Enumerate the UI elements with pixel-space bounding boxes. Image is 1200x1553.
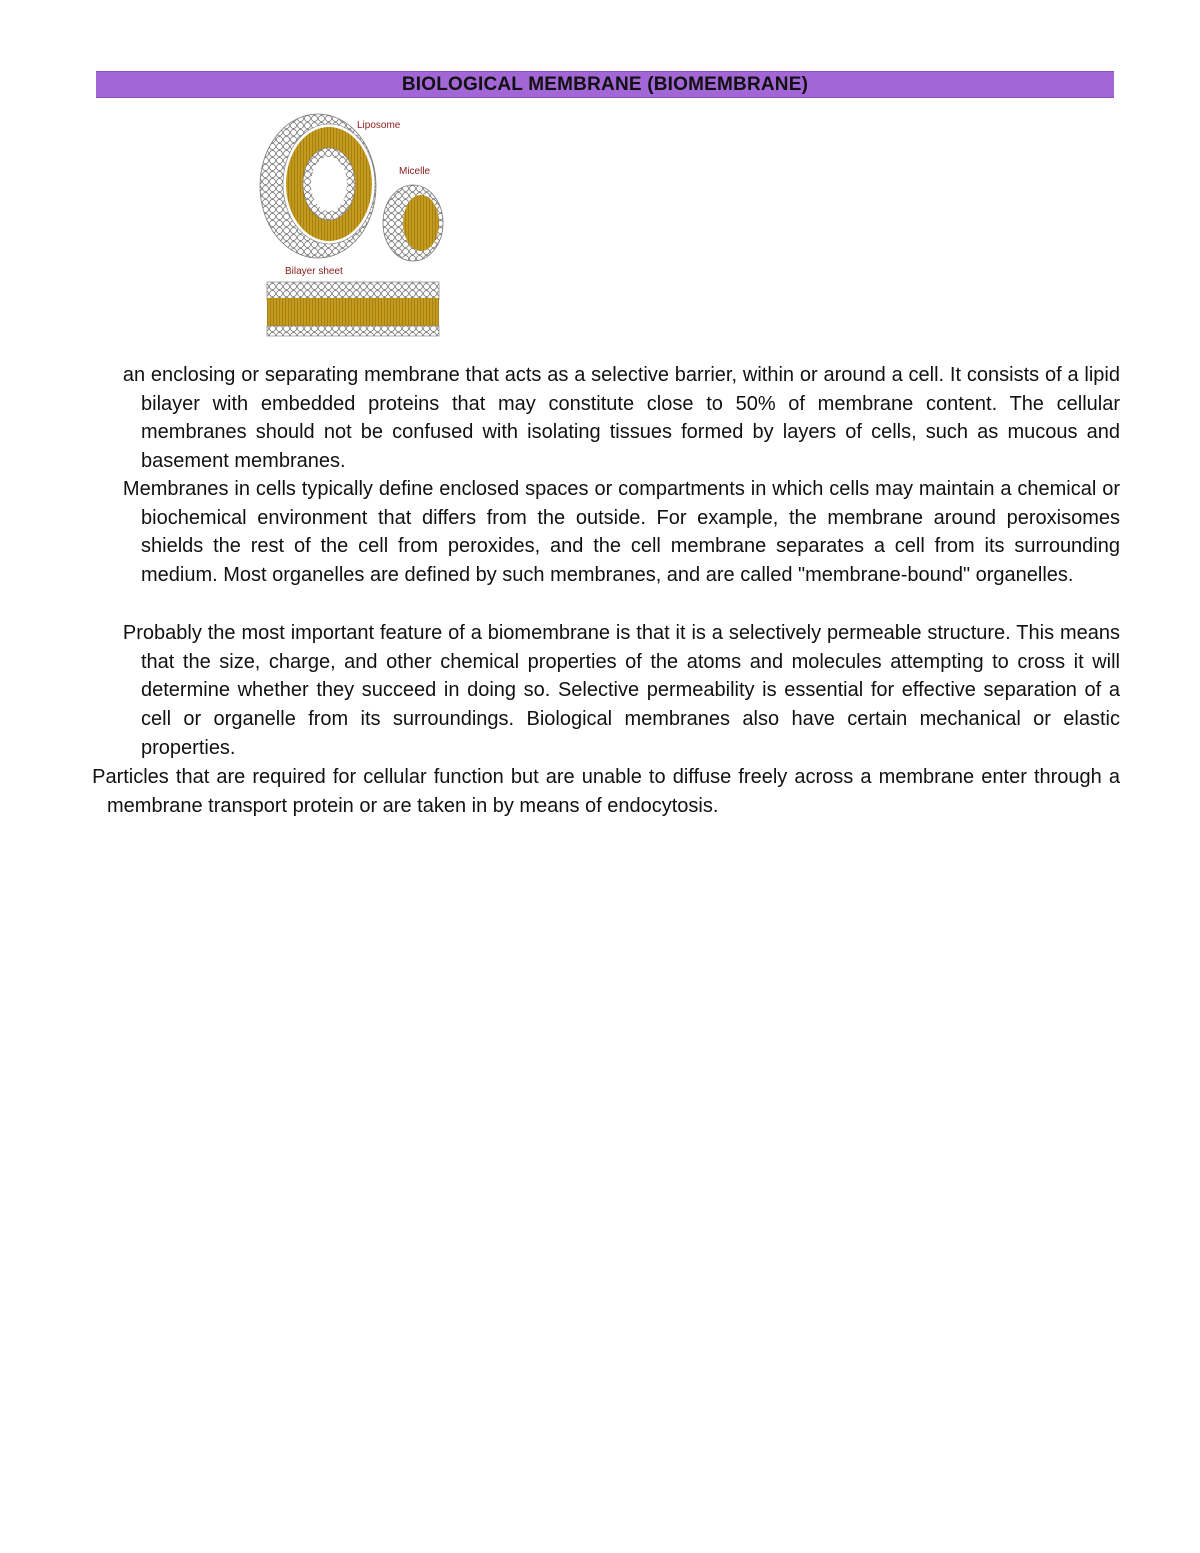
liposome-label: Liposome [357, 120, 401, 131]
lipid-structures-figure [255, 108, 455, 340]
document-title-bar [96, 71, 1114, 98]
bullet-item-4 [72, 763, 1120, 820]
micelle-label: Micelle [399, 166, 431, 177]
bullet-item-2 [104, 475, 1120, 590]
bilayer-sheet-illustration [267, 282, 439, 336]
bullet-text: Particles that are required for cellular function but are unable to diffuse freely across a membrane enter through a membrane transport protein or are taken in by means of endocytosis. [92, 766, 1121, 817]
bullet-text: an enclosing or separating membrane that acts as a selective barrier, within or around a cell. It consists of a lipid bilayer with embedded proteins that may constitute close to 50% of membrane content. The cellular membranes should not be confused with isolating tissues formed by layers of cells, such as mucous and basement membranes. [122, 364, 1121, 473]
bullet-item-3 [104, 619, 1120, 763]
bilayer-sheet-label: Bilayer sheet [285, 266, 343, 277]
bullet-item-1 [104, 361, 1120, 476]
bullet-text: Probably the most important feature of a biomembrane is that it is a selectively permeable structure. This means that the size, charge, and other chemical properties of the atoms and molecules attempting to cross it will determine whether they succeed in doing so. Selective permeability is essential for effective separation of a cell or organelle from its surroundings. Biological membranes also have certain mechanical or elastic properties. [122, 622, 1120, 759]
bullet-text: Membranes in cells typically define enclosed spaces or compartments in which cells may maintain a chemical or biochemical environment that differs from the outside. For example, the membrane around peroxisomes shields the rest of the cell from peroxides, and the cell membrane separates a cell from its surrounding medium. Most organelles are defined by such membranes, and are called "membrane-bound" organelles. [122, 478, 1120, 587]
lipid-structures-illustration [255, 108, 455, 340]
liposome-illustration [260, 114, 376, 258]
micelle-illustration [383, 185, 443, 261]
document-title: BIOLOGICAL MEMBRANE (BIOMEMBRANE) [401, 73, 809, 95]
